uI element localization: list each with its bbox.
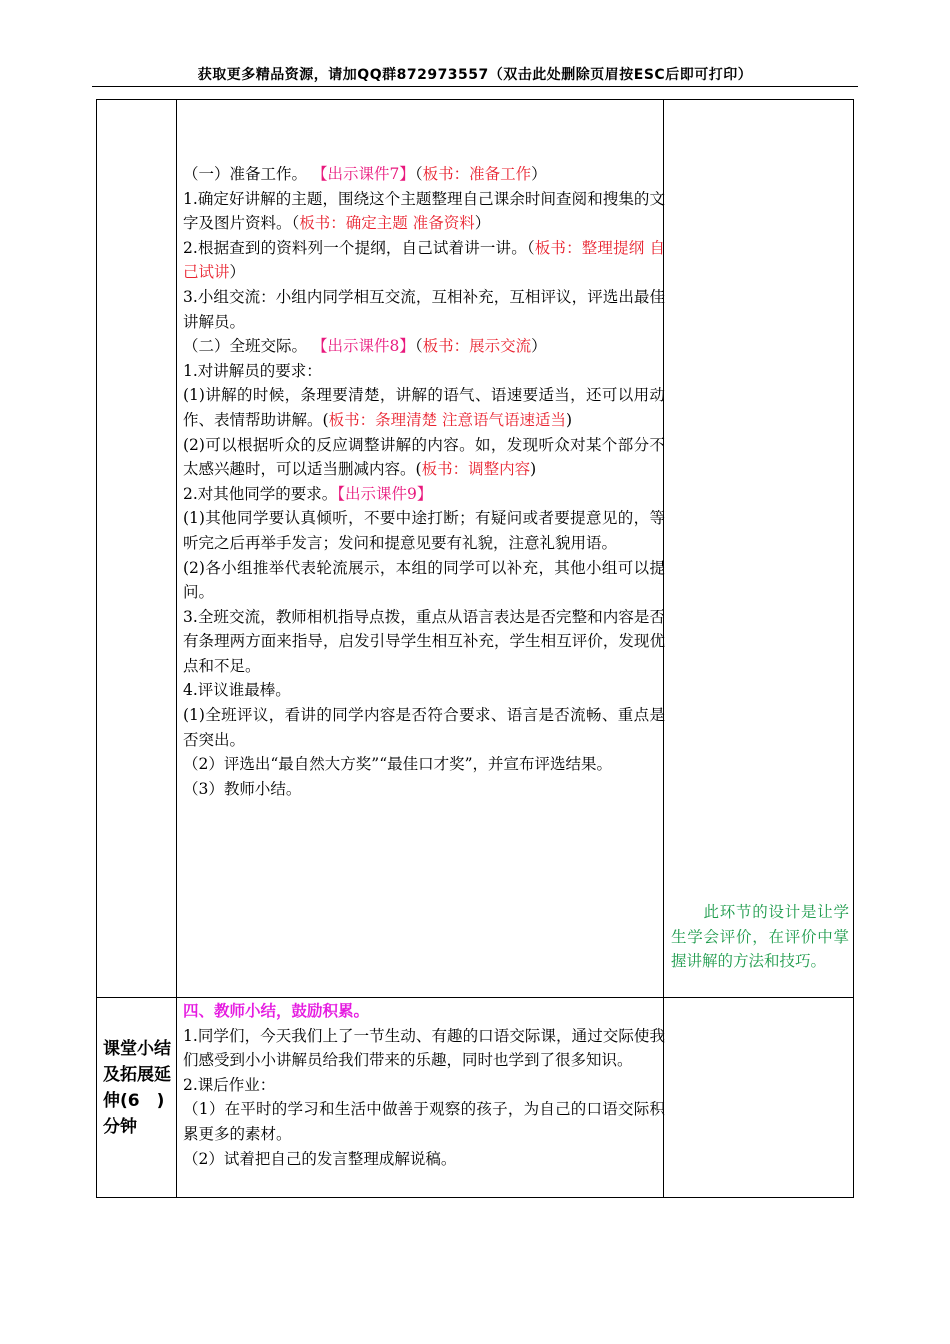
text-run: ）: [229, 263, 246, 282]
text-run: 2.对其他同学的要求。: [183, 484, 338, 503]
paragraph: [183, 162, 665, 187]
column-divider: [176, 998, 177, 1197]
section-label: 课堂小结及拓展延伸(6 )分钟: [103, 1039, 171, 1137]
design-note: 此环节的设计是让学生学会评价，在评价中掌握讲解的方法和技巧。: [671, 903, 849, 971]
paragraph: [183, 506, 665, 555]
text-run: ): [530, 460, 537, 479]
lesson-content: [183, 162, 665, 801]
text-run: （: [414, 165, 423, 183]
text-run: (1)其他同学要认真倾听，不要中途打断；有疑问或者要提意见的，等听完之后再举手发言；发问和提意见要有礼貌，注意礼貌用语。: [183, 509, 665, 552]
text-run: ）: [531, 337, 547, 356]
board-note: 板书：准备工作: [422, 165, 532, 183]
text-run: ）: [474, 214, 491, 233]
paragraph: [183, 359, 665, 384]
text-run: 1.同学们，今天我们上了一节生动、有趣的口语交际课，通过交际使我们感受到小小讲解员给我们带来的乐趣，同时也学到了很多知识。: [183, 1026, 665, 1070]
board-note: 板书：调整内容: [421, 460, 531, 479]
paragraph: [183, 482, 665, 507]
paragraph: [183, 236, 665, 285]
paragraph: [183, 752, 665, 777]
text-run: (2)可以根据听众的反应调整讲解的内容。如，发现听众对某个部分不太感兴趣时，可以适当删减内容。(: [183, 435, 665, 479]
column-divider: [176, 100, 177, 997]
page-header: 获取更多精品资源，请加QQ群872973557（双击此处删除页眉按ESC后即可打印）: [197, 67, 753, 83]
text-run: （二）全班交际。: [183, 337, 312, 356]
paragraph: [183, 285, 665, 334]
text-run: 4.评议谁最棒。: [183, 681, 291, 700]
board-note: 板书：整理提纲 自己试讲: [183, 238, 665, 282]
table-row-activity: [96, 99, 854, 998]
paragraph: [183, 1097, 665, 1146]
paragraph: [183, 433, 665, 482]
table-row-summary: [96, 997, 854, 1198]
board-note: 板书：展示交流: [422, 337, 532, 356]
text-run: （3）教师小结。: [183, 779, 302, 798]
board-note: 板书：条理清楚 注意语气语速适当: [328, 410, 566, 429]
summary-content: [183, 999, 665, 1171]
text-run: 2.课后作业：: [183, 1075, 276, 1094]
text-run: (1)全班评议，看讲的同学内容是否符合要求、语言是否流畅、重点是否突出。: [183, 706, 665, 749]
text-run: 2.根据查到的资料列一个提纲，自己试着讲一讲。（: [183, 238, 535, 257]
paragraph: [183, 334, 665, 359]
text-run: （一）准备工作。: [183, 165, 312, 183]
text-run: (2)各小组推举代表轮流展示，本组的同学可以补充，其他小组可以提问。: [183, 558, 665, 602]
text-run: ): [566, 410, 573, 429]
paragraph: [183, 678, 665, 703]
paragraph: [183, 1073, 665, 1098]
slide-marker: 【出示课件7】: [311, 165, 415, 183]
paragraph: [183, 703, 665, 752]
section-title: 四、教师小结，鼓励积累。: [183, 1001, 370, 1020]
text-run: 1.对讲解员的要求：: [183, 361, 322, 380]
paragraph: [183, 383, 665, 432]
text-run: （2）评选出“最自然大方奖”“最佳口才奖”，并宣布评选结果。: [183, 755, 613, 774]
board-note: 板书：确定主题 准备资料: [299, 214, 475, 233]
paragraph: [183, 556, 665, 605]
header-divider: [92, 86, 858, 87]
summary-lines: [183, 1024, 665, 1172]
text-run: （1）在平时的学习和生活中做善于观察的孩子，为自己的口语交际积累更多的素材。: [183, 1100, 665, 1143]
paragraph: [183, 777, 665, 802]
slide-marker: 【出示课件9】: [337, 484, 433, 503]
paragraph: [183, 1147, 665, 1172]
slide-marker: 【出示课件8】: [311, 337, 415, 356]
paragraph: [183, 187, 665, 236]
paragraph: [183, 1024, 665, 1073]
text-run: 3.小组交流：小组内同学相互交流，互相补充，互相评议，评选出最佳讲解员。: [183, 287, 665, 331]
text-run: （2）试着把自己的发言整理成解说稿。: [183, 1149, 457, 1168]
text-run: (1)讲解的时候，条理要清楚，讲解的语气、语速要适当，还可以用动作、表情帮助讲解。(: [183, 386, 665, 429]
text-run: 3.全班交流，教师相机指导点拨，重点从语言表达是否完整和内容是否有条理两方面来指导，启发引导学生相互补充，学生相互评价，发现优点和不足。: [183, 607, 665, 675]
paragraph: [183, 605, 665, 679]
text-run: ）: [531, 165, 547, 183]
text-run: （: [414, 337, 423, 356]
text-run: 1.确定好讲解的主题，围绕这个主题整理自己课余时间查阅和搜集的文字及图片资料。（: [183, 189, 665, 233]
